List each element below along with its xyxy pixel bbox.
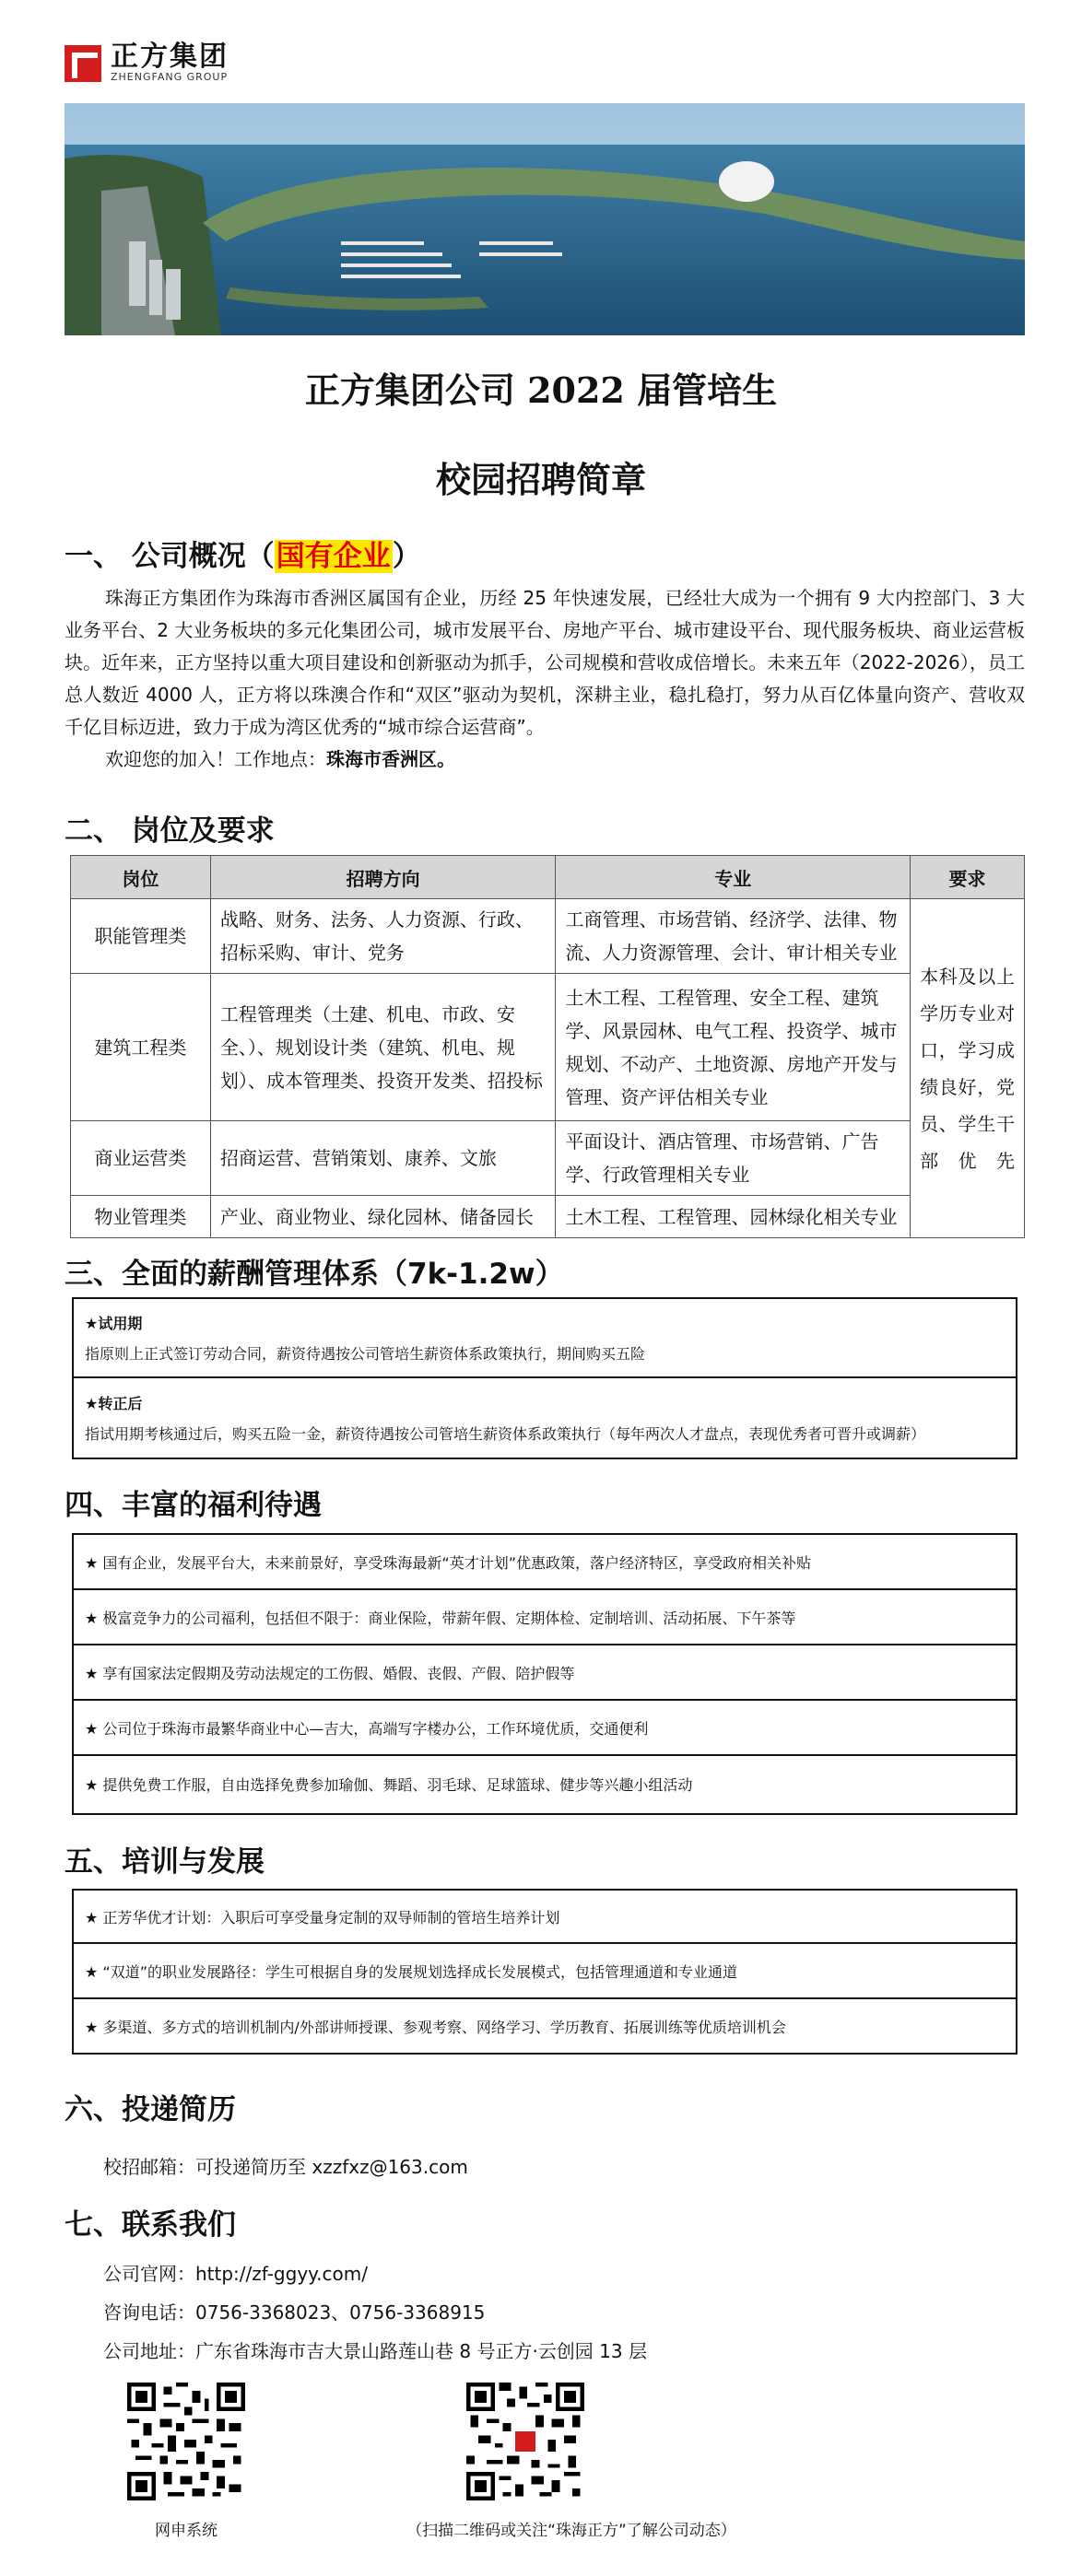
logo-sub: ZHENGFANG GROUP bbox=[111, 71, 229, 83]
company-website: 公司官网：http://zf-ggyy.com/ bbox=[103, 2263, 368, 2285]
major-cell: 土木工程、工程管理、园林绿化相关专业 bbox=[556, 1196, 911, 1238]
state-owned-highlight: 国有企业 bbox=[276, 540, 391, 573]
list-item: ★ “双道”的职业发展路径：学生可根据自身的发展规划选择成长发展模式，包括管理通道和专业通道 bbox=[74, 1944, 1016, 1999]
salary-item-label: ★转正后 bbox=[85, 1395, 143, 1412]
overview-paragraph: 珠海正方集团作为珠海市香洲区属国有企业，历经 25 年快速发展，已经壮大成为一个拥有 9 大内控部门、3 大业务平台、2 大业务板块的多元化集团公司，城市发展平台、房地产平台、城市建设平台、现代服务板块、商业运营板块。近年来，正方坚持以重大项目建设和创新驱动为抓手，公司规模和营收成倍增长。未来五年（2022-2026），员工总人数近 4000 人，正方将以珠澳合作和“双区”驱动为契机，深耕主业，稳扎稳打，努力从百亿体量向资产、营收双千亿目标迈进，致力于成为湾区优秀的“城市综合运营商”。 bbox=[65, 587, 1025, 738]
section4-heading: 四、丰富的福利待遇 bbox=[65, 1489, 322, 1522]
major-cell: 平面设计、酒店管理、市场营销、广告学、行政管理相关专业 bbox=[556, 1121, 911, 1196]
list-item: ★ 极富竞争力的公司福利，包括但不限于：商业保险，带薪年假、定期体检、定制培训、活动拓展、下午茶等 bbox=[74, 1590, 1016, 1645]
header-major: 专业 bbox=[556, 856, 911, 899]
salary-item bbox=[74, 1378, 1016, 1458]
section1-heading-pre: 一、 公司概况（ bbox=[65, 540, 275, 573]
company-address: 公司地址：广东省珠海市吉大景山路莲山巷 8 号正方·云创园 13 层 bbox=[103, 2340, 647, 2362]
list-item: ★ 公司位于珠海市最繁华商业中心—吉大，高端写字楼办公，工作环境优质，交通便利 bbox=[74, 1701, 1016, 1756]
section1-heading-post: ） bbox=[392, 540, 421, 573]
post-cell: 物业管理类 bbox=[71, 1196, 211, 1238]
training-box bbox=[72, 1889, 1017, 2055]
section2-heading: 二、 岗位及要求 bbox=[65, 814, 275, 848]
header-direction: 招聘方向 bbox=[210, 856, 556, 899]
direction-cell: 招商运营、营销策划、康养、文旅 bbox=[210, 1121, 556, 1196]
banner-image bbox=[65, 103, 1025, 335]
logo-mark-icon bbox=[65, 45, 101, 82]
salary-item-text: 指试用期考核通过后，购买五险一金，薪资待遇按公司管培生薪资体系政策执行（每年两次人才盘点，表现优秀者可晋升或调薪） bbox=[85, 1425, 926, 1443]
work-location-paragraph bbox=[65, 744, 1025, 776]
qr-caption-application: 网申系统 bbox=[155, 2522, 218, 2540]
positions-table bbox=[70, 855, 1025, 1238]
major-cell: 土木工程、工程管理、安全工程、建筑学、风景园林、电气工程、投资学、城市规划、不动产、土地资源、房地产开发与管理、资产评估相关专业 bbox=[556, 974, 911, 1121]
table-row bbox=[71, 1121, 1025, 1196]
work-location: 珠海市香洲区。 bbox=[326, 748, 455, 770]
table-row bbox=[71, 899, 1025, 974]
salary-box bbox=[72, 1297, 1017, 1459]
section7-heading: 七、联系我们 bbox=[65, 2208, 236, 2242]
qr-code-wechat[interactable] bbox=[466, 2383, 584, 2504]
list-item: ★ 国有企业，发展平台大，未来前景好，享受珠海最新“英才计划”优惠政策，落户经济特区，享受政府相关补贴 bbox=[74, 1535, 1016, 1590]
post-cell: 建筑工程类 bbox=[71, 974, 211, 1121]
direction-cell: 产业、商业物业、绿化园林、储备园长 bbox=[210, 1196, 556, 1238]
list-item: ★ 提供免费工作服，自由选择免费参加瑜伽、舞蹈、羽毛球、足球篮球、健步等兴趣小组活动 bbox=[85, 1775, 693, 1794]
qr-code-application[interactable] bbox=[127, 2383, 245, 2504]
list-item: ★ 享有国家法定假期及劳动法规定的工伤假、婚假、丧假、产假、陪护假等 bbox=[74, 1645, 1016, 1701]
recruit-email: 校招邮箱：可投递简历至 xzzfxz@163.com bbox=[103, 2156, 468, 2178]
company-logo bbox=[65, 41, 229, 87]
benefits-box bbox=[72, 1533, 1017, 1815]
post-cell: 商业运营类 bbox=[71, 1121, 211, 1196]
section5-heading: 五、培训与发展 bbox=[65, 1845, 265, 1879]
section3-heading: 三、全面的薪酬管理体系（7k-1.2w） bbox=[65, 1258, 564, 1291]
table-row bbox=[71, 974, 1025, 1121]
header-post: 岗位 bbox=[71, 856, 211, 899]
section1-heading bbox=[65, 533, 421, 574]
title-line1: 正方集团公司 2022 届管培生 bbox=[304, 369, 778, 411]
salary-item-label: ★试用期 bbox=[85, 1315, 143, 1332]
requirement-cell: 本科及以上学历专业对口，学习成绩良好，党员、学生干部优先 bbox=[911, 899, 1025, 1238]
list-item: ★ 正芳华优才计划：入职后可享受量身定制的双导师制的管培生培养计划 bbox=[74, 1891, 1016, 1944]
salary-item bbox=[74, 1299, 1016, 1378]
list-item: ★ 多渠道、多方式的培训机制内/外部讲师授课、参观考察、网络学习、学历教育、拓展训练等优质培训机会 bbox=[85, 2018, 786, 2036]
post-cell: 职能管理类 bbox=[71, 899, 211, 974]
welcome-text: 欢迎您的加入！工作地点： bbox=[105, 748, 326, 770]
major-cell: 工商管理、市场营销、经济学、法律、物流、人力资源管理、会计、审计相关专业 bbox=[556, 899, 911, 974]
direction-cell: 工程管理类（土建、机电、市政、安全、）、规划设计类（建筑、机电、规划）、成本管理类、投资开发类、招投标 bbox=[210, 974, 556, 1121]
section6-heading: 六、投递简历 bbox=[65, 2093, 236, 2126]
qr-caption-wechat: （扫描二维码或关注“珠海正方”了解公司动态） bbox=[406, 2522, 736, 2540]
salary-item-text: 指原则上正式签订劳动合同，薪资待遇按公司管培生薪资体系政策执行，期间购买五险 bbox=[85, 1345, 646, 1363]
company-overview bbox=[65, 582, 1025, 776]
table-header-row bbox=[71, 856, 1025, 899]
title-line2: 校园招聘简章 bbox=[435, 459, 646, 500]
direction-cell: 战略、财务、法务、人力资源、行政、招标采购、审计、党务 bbox=[210, 899, 556, 974]
header-requirement: 要求 bbox=[911, 856, 1025, 899]
logo-name: 正方集团 bbox=[111, 41, 229, 73]
contact-phone: 咨询电话：0756-3368023、0756-3368915 bbox=[103, 2301, 486, 2324]
table-row bbox=[71, 1196, 1025, 1238]
